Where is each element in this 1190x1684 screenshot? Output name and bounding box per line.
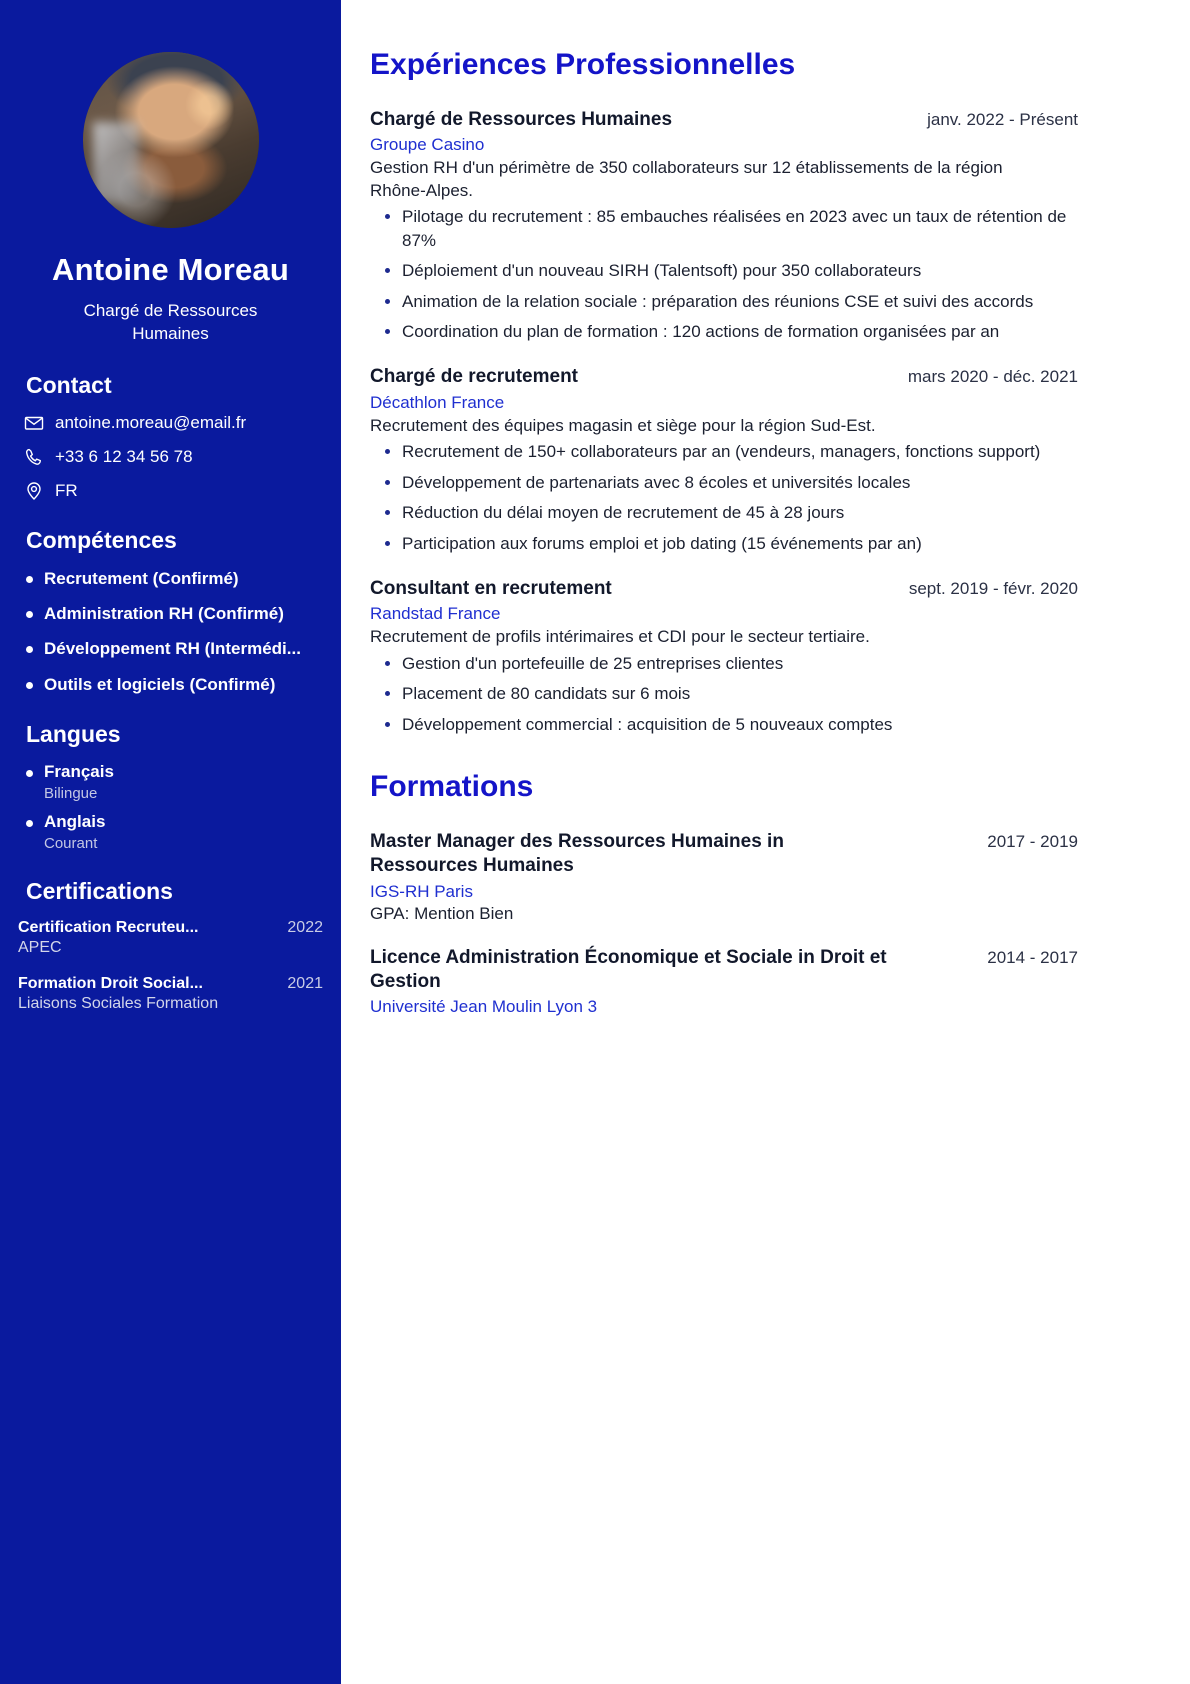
experience-description: Recrutement de profils intérimaires et CDI pour le secteur tertiaire. [370,627,870,647]
contact-email-value: antoine.moreau@email.fr [55,412,247,432]
language-item [26,762,323,802]
experience-entry [370,577,1078,736]
experience-org: Décathlon France [370,392,505,412]
language-name: Anglais [44,811,106,831]
profile-name: Antoine Moreau [51,252,290,287]
language-level: Bilingue [44,784,98,802]
experience-description: Recrutement des équipes magasin et siège pour la région Sud-Est. [370,415,876,435]
skill-item [26,603,323,624]
bullet-dot-icon [26,770,33,777]
language-level: Courant [44,834,98,852]
bullet-dot-icon [26,820,33,827]
education-degree: Licence Administration Économique et Sociale in Droit et Gestion [370,946,887,993]
experience-entry [370,365,1078,555]
education-section-heading: Formations [370,770,534,804]
experience-point: Animation de la relation sociale : préparation des réunions CSE et suivi des accords [370,290,1070,313]
certification-year: 2022 [287,918,323,936]
certification-name: Certification Recruteu... [18,918,199,936]
certifications-heading: Certifications [26,877,173,904]
bullet-dot-icon [26,611,33,618]
experience-section-heading: Expériences Professionnelles [370,48,796,81]
experience-role: Chargé de Ressources Humaines [370,109,673,130]
avatar-photo [83,52,259,228]
skill-item [26,568,323,589]
location-pin-icon [24,481,44,501]
skill-item [26,674,323,695]
experience-points [370,440,1078,555]
avatar [83,52,259,228]
experience-point: Placement de 80 candidats sur 6 mois [370,682,1070,705]
experience-points [370,205,1078,343]
education-date: 2017 - 2019 [987,832,1078,852]
education-school: IGS-RH Paris [370,881,473,901]
envelope-icon [24,413,44,433]
experience-point: Développement commercial : acquisition de 5 nouveaux comptes [370,713,1070,736]
experience-point: Réduction du délai moyen de recrutement de 45 à 28 jours [370,501,1070,524]
experience-point: Coordination du plan de formation : 120 actions de formation organisées par an [370,320,1070,343]
education-extra: GPA: Mention Bien [370,903,514,923]
experience-point: Déploiement d'un nouveau SIRH (Talentsoft) pour 350 collaborateurs [370,259,1070,282]
languages-heading: Langues [26,720,121,747]
education-degree: Master Manager des Ressources Humaines in Ressources Humaines [370,831,784,877]
contact-location-value: FR [55,480,78,500]
experience-org: Groupe Casino [370,135,485,155]
skill-item [26,638,323,659]
experience-date: sept. 2019 - févr. 2020 [908,579,1078,599]
education-entry [370,830,1078,924]
certification-issuer: Liaisons Sociales Formation [18,994,219,1012]
language-item [26,812,323,852]
education-date: 2014 - 2017 [987,947,1078,967]
skill-label: Administration RH (Confirmé) [44,604,284,624]
experience-point: Gestion d'un portefeuille de 25 entreprises clientes [370,652,1070,675]
contact-item-location[interactable] [24,481,323,501]
experience-point: Recrutement de 150+ collaborateurs par an (vendeurs, managers, fonctions support) [370,440,1070,463]
contact-item-phone[interactable] [24,447,323,467]
skill-label: Développement RH (Intermédi... [44,639,301,659]
experience-role: Chargé de recrutement [370,366,579,388]
experience-point: Développement de partenariats avec 8 écoles et universités locales [370,471,1070,494]
skills-heading: Compétences [26,526,177,553]
contact-phone-value: +33 6 12 34 56 78 [55,446,193,466]
experience-point: Pilotage du recrutement : 85 embauches réalisées en 2023 avec un taux de rétention de 87% [370,205,1070,252]
certification-item [18,919,323,957]
certification-item [18,975,323,1013]
experience-org: Randstad France [370,604,501,624]
skill-label: Recrutement (Confirmé) [44,568,239,588]
certification-issuer: APEC [18,938,62,956]
experience-points [370,652,1078,736]
skill-label: Outils et logiciels (Confirmé) [44,674,276,694]
certification-year: 2021 [287,974,323,992]
main-content [341,0,1190,1684]
bullet-dot-icon [26,646,33,653]
contact-item-email[interactable] [24,413,323,433]
education-entry [370,946,1078,1018]
experience-date: janv. 2022 - Présent [927,110,1078,129]
phone-icon [24,447,44,467]
experience-role: Consultant en recrutement [370,578,612,600]
certification-name: Formation Droit Social... [18,974,203,992]
education-school: Université Jean Moulin Lyon 3 [370,997,598,1017]
experience-entry [370,108,1078,343]
experience-description: Gestion RH d'un périmètre de 350 collaborateurs sur 12 établissements de la région Rhône-Alpes. [370,158,1003,200]
profile-title: Chargé de Ressources Humaines [83,301,258,343]
sidebar [0,0,341,1684]
bullet-dot-icon [26,576,33,583]
language-name: Français [44,761,114,781]
contact-heading: Contact [26,371,112,398]
experience-point: Participation aux forums emploi et job dating (15 événements par an) [370,532,1070,555]
bullet-dot-icon [26,682,33,689]
experience-date: mars 2020 - déc. 2021 [907,367,1078,387]
